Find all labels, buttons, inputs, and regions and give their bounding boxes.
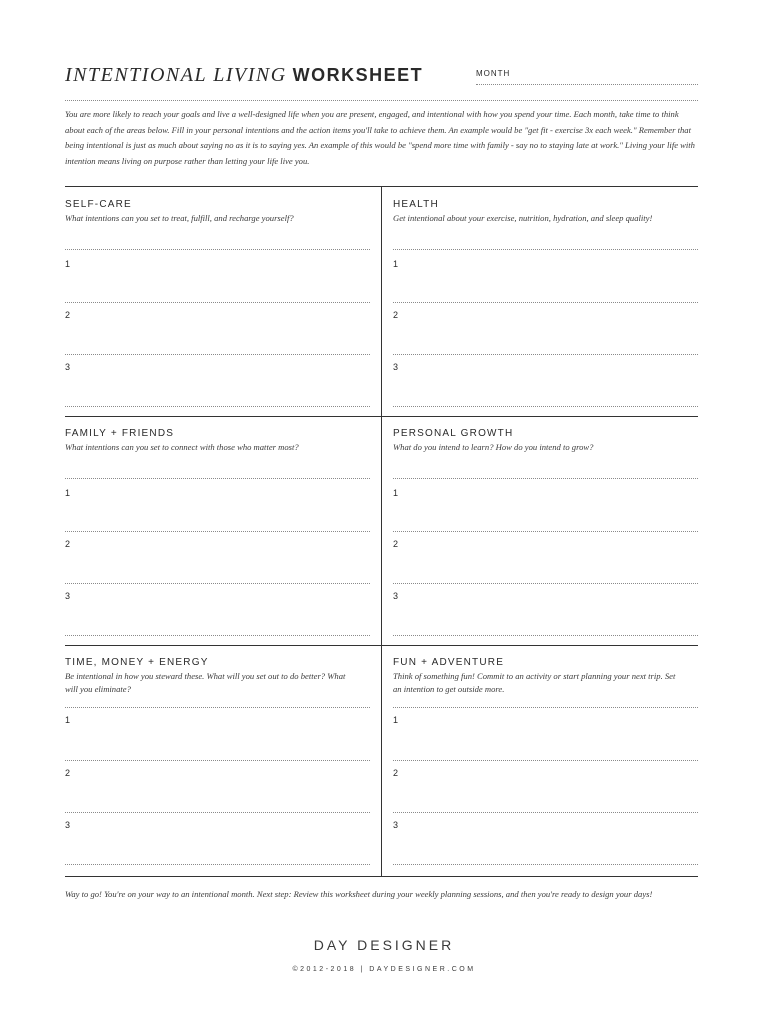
section-fun-adventure [393, 645, 698, 874]
section-title: PERSONAL GROWTH [393, 428, 514, 439]
section-time-money-energy [65, 645, 370, 874]
item-number: 3 [393, 362, 399, 372]
item-number: 1 [393, 488, 399, 498]
write-line[interactable] [393, 583, 698, 584]
item-number: 2 [393, 310, 399, 320]
section-title: FAMILY + FRIENDS [65, 428, 175, 439]
section-description: Think of something fun! Commit to an activity or start planning your next trip. Set an intention to get outside more. [393, 671, 676, 694]
write-line[interactable] [393, 760, 698, 761]
section-title: HEALTH [393, 199, 439, 210]
section-personal-growth [393, 416, 698, 645]
item-number: 2 [65, 310, 71, 320]
write-line[interactable] [393, 707, 698, 708]
write-line[interactable] [65, 635, 370, 636]
item-number: 3 [65, 591, 71, 601]
section-description: Get intentional about your exercise, nutrition, hydration, and sleep quality! [393, 213, 653, 223]
intro-text: You are more likely to reach your goals and live a well-designed life when you are present, engaged, and intentional with how you spend your time. Each month, take time to think about each of the areas below. Fill in your personal intentions and the action items you'll take to achieve them. An example would be "get fit - exercise 3x each week." Remember that being intentional is just as much about saying no as it is to saying yes. An example of this would be "spend more time with family - say no to staying late at work." Living your life with intention means living on purpose rather than letting your life live you. [65, 109, 695, 166]
month-label: MONTH [476, 69, 511, 78]
title-bold: WORKSHEET [292, 65, 424, 85]
item-number: 2 [65, 768, 71, 778]
write-line[interactable] [393, 478, 698, 479]
item-number: 1 [65, 488, 71, 498]
write-line[interactable] [393, 635, 698, 636]
write-line[interactable] [65, 812, 370, 813]
sections-grid [65, 186, 698, 877]
write-line[interactable] [65, 707, 370, 708]
section-description: Be intentional in how you steward these. What will you set out to do better? What will you eliminate? [65, 671, 346, 694]
write-line[interactable] [393, 354, 698, 355]
footer-note: Way to go! You're on your way to an intentional month. Next step: Review this worksheet during your weekly planning sessions, and then you're ready to design your days! [65, 889, 653, 899]
section-description: What do you intend to learn? How do you intend to grow? [393, 442, 594, 452]
item-number: 3 [65, 362, 71, 372]
section-health [393, 187, 698, 416]
item-number: 1 [393, 259, 399, 269]
item-number: 1 [65, 259, 71, 269]
item-number: 1 [393, 715, 399, 725]
item-number: 3 [393, 591, 399, 601]
write-line[interactable] [393, 812, 698, 813]
write-line[interactable] [65, 478, 370, 479]
item-number: 2 [393, 768, 399, 778]
copyright: ©2012-2018 | DAYDESIGNER.COM [292, 966, 476, 973]
write-line[interactable] [65, 864, 370, 865]
header-divider [65, 100, 698, 101]
item-number: 3 [393, 820, 399, 830]
section-self-care [65, 187, 370, 416]
write-line[interactable] [65, 249, 370, 250]
write-line[interactable] [393, 531, 698, 532]
item-number: 2 [393, 539, 399, 549]
section-description: What intentions can you set to connect with those who matter most? [65, 442, 299, 452]
section-title: SELF-CARE [65, 199, 132, 210]
write-line[interactable] [65, 302, 370, 303]
item-number: 1 [65, 715, 71, 725]
write-line[interactable] [393, 249, 698, 250]
section-description: What intentions can you set to treat, fulfill, and recharge yourself? [65, 213, 294, 223]
write-line[interactable] [65, 354, 370, 355]
vertical-divider [381, 187, 382, 876]
title-italic: INTENTIONAL LIVING [65, 64, 287, 86]
worksheet-title [65, 64, 423, 87]
month-field[interactable] [476, 84, 698, 85]
section-title: FUN + ADVENTURE [393, 657, 505, 668]
section-family-friends [65, 416, 370, 645]
item-number: 3 [65, 820, 71, 830]
write-line[interactable] [65, 760, 370, 761]
write-line[interactable] [65, 583, 370, 584]
write-line[interactable] [393, 864, 698, 865]
write-line[interactable] [393, 406, 698, 407]
brand-logo: DAY DESIGNER [313, 937, 455, 953]
section-title: TIME, MONEY + ENERGY [65, 657, 209, 668]
write-line[interactable] [393, 302, 698, 303]
write-line[interactable] [65, 406, 370, 407]
item-number: 2 [65, 539, 71, 549]
write-line[interactable] [65, 531, 370, 532]
